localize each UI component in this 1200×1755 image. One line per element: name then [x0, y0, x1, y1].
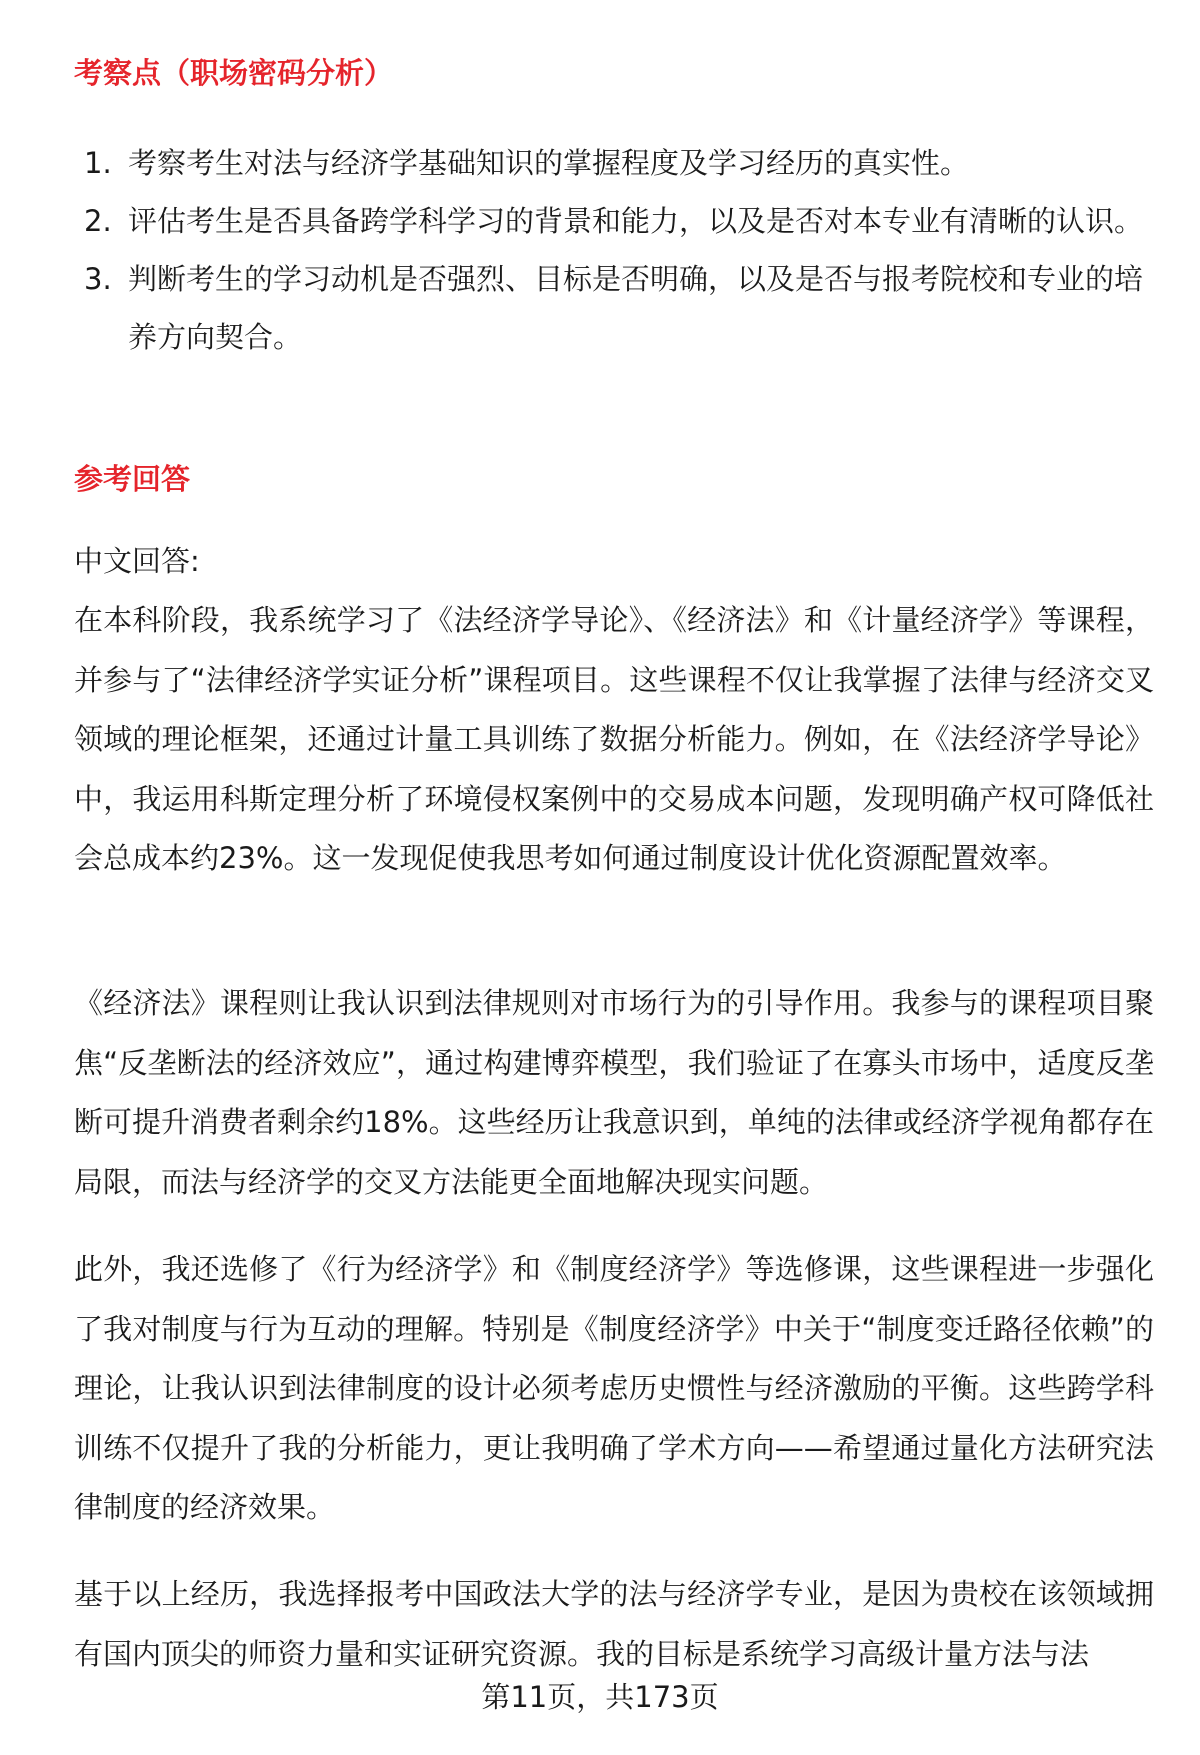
- section-heading-reference-answer: 参考回答: [74, 462, 191, 496]
- list-item-text: 评估考生是否具备跨学科学习的背景和能力，以及是否对本专业有清晰的认识。: [128, 204, 1144, 238]
- answer-paragraph-2: 《经济法》课程则让我认识到法律规则对市场行为的引导作用。我参与的课程项目聚焦“反垄断法的经济效应”，通过构建博弈模型，我们验证了在寡头市场中，适度反垄断可提升消费者剩余约18%。这些经历让我意识到，单纯的法律或经济学视角都存在局限，而法与经济学的交叉方法能更全面地解决现实问题。: [74, 986, 1154, 1199]
- answer-paragraph-3: 此外，我还选修了《行为经济学》和《制度经济学》等选修课，这些课程进一步强化了我对制度与行为互动的理解。特别是《制度经济学》中关于“制度变迁路径依赖”的理论，让我认识到法律制度的设计必须考虑历史惯性与经济激励的平衡。这些跨学科训练不仅提升了我的分析能力，更让我明确了学术方向——希望通过量化方法研究法律制度的经济效果。: [74, 1252, 1154, 1524]
- list-item-text: 考察考生对法与经济学基础知识的掌握程度及学习经历的真实性。: [128, 146, 970, 180]
- list-item-number: 2.: [84, 204, 112, 238]
- list-item: [74, 192, 1154, 250]
- page-number-footer: 第11页，共173页: [481, 1680, 719, 1714]
- exam-points-list: [74, 134, 1154, 366]
- answer-paragraph-4: 基于以上经历，我选择报考中国政法大学的法与经济学专业，是因为贵校在该领域拥有国内顶尖的师资力量和实证研究资源。我的目标是系统学习高级计量方法与法: [74, 1577, 1154, 1671]
- list-item-number: 1.: [84, 146, 112, 180]
- section-heading-exam-points: 考察点（职场密码分析）: [74, 56, 394, 90]
- list-item-number: 3.: [84, 262, 112, 296]
- list-item: [74, 134, 1154, 192]
- list-item-text: 判断考生的学习动机是否强烈、目标是否明确，以及是否与报考院校和专业的培养方向契合。: [128, 262, 1144, 354]
- answer-language-label: 中文回答:: [74, 544, 200, 578]
- answer-paragraph-1: 在本科阶段，我系统学习了《法经济学导论》、《经济法》和《计量经济学》等课程，并参与了“法律经济学实证分析”课程项目。这些课程不仅让我掌握了法律与经济交叉领域的理论框架，还通过计量工具训练了数据分析能力。例如，在《法经济学导论》中，我运用科斯定理分析了环境侵权案例中的交易成本问题，发现明确产权可降低社会总成本约23%。这一发现促使我思考如何通过制度设计优化资源配置效率。: [74, 603, 1154, 875]
- list-item: [74, 250, 1154, 366]
